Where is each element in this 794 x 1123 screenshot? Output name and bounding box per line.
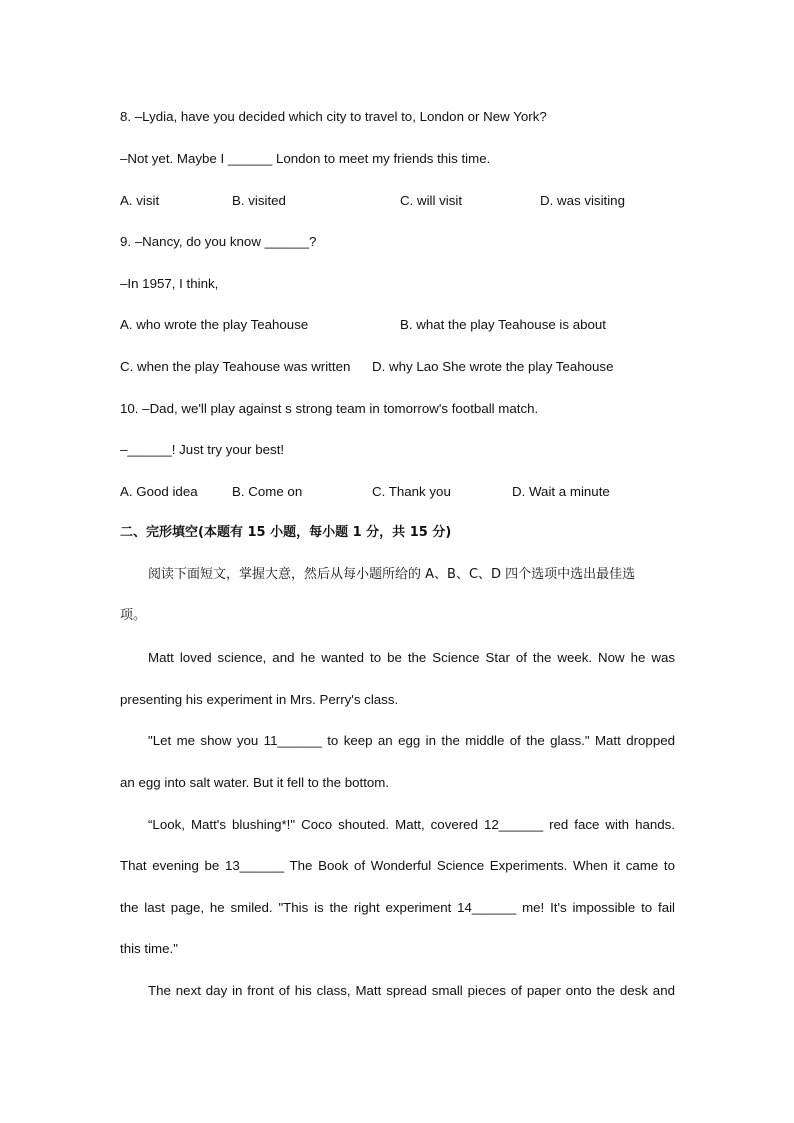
q8-option-a: A. visit — [120, 193, 160, 208]
q9-option-a: A. who wrote the play Teahouse — [120, 317, 309, 332]
q10-option-b: B. Come on — [232, 484, 303, 499]
passage-line: “Look, Matt's blushing*!" Coco shouted. Matt, covered 12______ red face with hands. — [148, 817, 675, 832]
section-heading: 二、完形填空(本题有 15 小题，每小题 1 分，共 15 分) — [120, 525, 452, 540]
section-instruction-line2: 项。 — [120, 608, 147, 623]
passage-line: "Let me show you 11______ to keep an egg in the middle of the glass." Matt dropped — [148, 733, 675, 748]
q8-option-c: C. will visit — [400, 193, 463, 208]
q9-reply: –In 1957, I think, — [120, 276, 219, 291]
q9-option-c: C. when the play Teahouse was written — [120, 359, 351, 374]
q9-option-d: D. why Lao She wrote the play Teahouse — [372, 359, 614, 374]
section-instruction-line1: 阅读下面短文，掌握大意，然后从每小题所给的 A、B、C、D 四个选项中选出最佳选 — [148, 567, 636, 582]
q9-stem: 9. –Nancy, do you know ______? — [120, 234, 317, 249]
passage-line: this time." — [120, 941, 178, 956]
q10-stem: 10. –Dad, we'll play against s strong team in tomorrow's football match. — [120, 401, 539, 416]
passage-line: the last page, he smiled. "This is the right experiment 14______ me! It's impossible to fail — [120, 900, 675, 915]
q8-option-d: D. was visiting — [540, 193, 625, 208]
q10-option-a: A. Good idea — [120, 484, 198, 499]
q10-reply: –______! Just try your best! — [120, 442, 285, 457]
passage-line: The next day in front of his class, Matt spread small pieces of paper onto the desk and — [148, 983, 675, 998]
q8-reply: –Not yet. Maybe I ______ London to meet my friends this time. — [120, 151, 491, 166]
q9-option-b: B. what the play Teahouse is about — [400, 317, 606, 332]
q8-stem: 8. –Lydia, have you decided which city to travel to, London or New York? — [120, 109, 547, 124]
q10-option-c: C. Thank you — [372, 484, 451, 499]
passage-line: presenting his experiment in Mrs. Perry's class. — [120, 692, 399, 707]
passage-line: an egg into salt water. But it fell to the bottom. — [120, 775, 390, 790]
passage-line: That evening be 13______ The Book of Wonderful Science Experiments. When it came to — [120, 858, 675, 873]
q10-option-d: D. Wait a minute — [512, 484, 610, 499]
q8-option-b: B. visited — [232, 193, 286, 208]
passage-line: Matt loved science, and he wanted to be the Science Star of the week. Now he was — [148, 650, 675, 665]
